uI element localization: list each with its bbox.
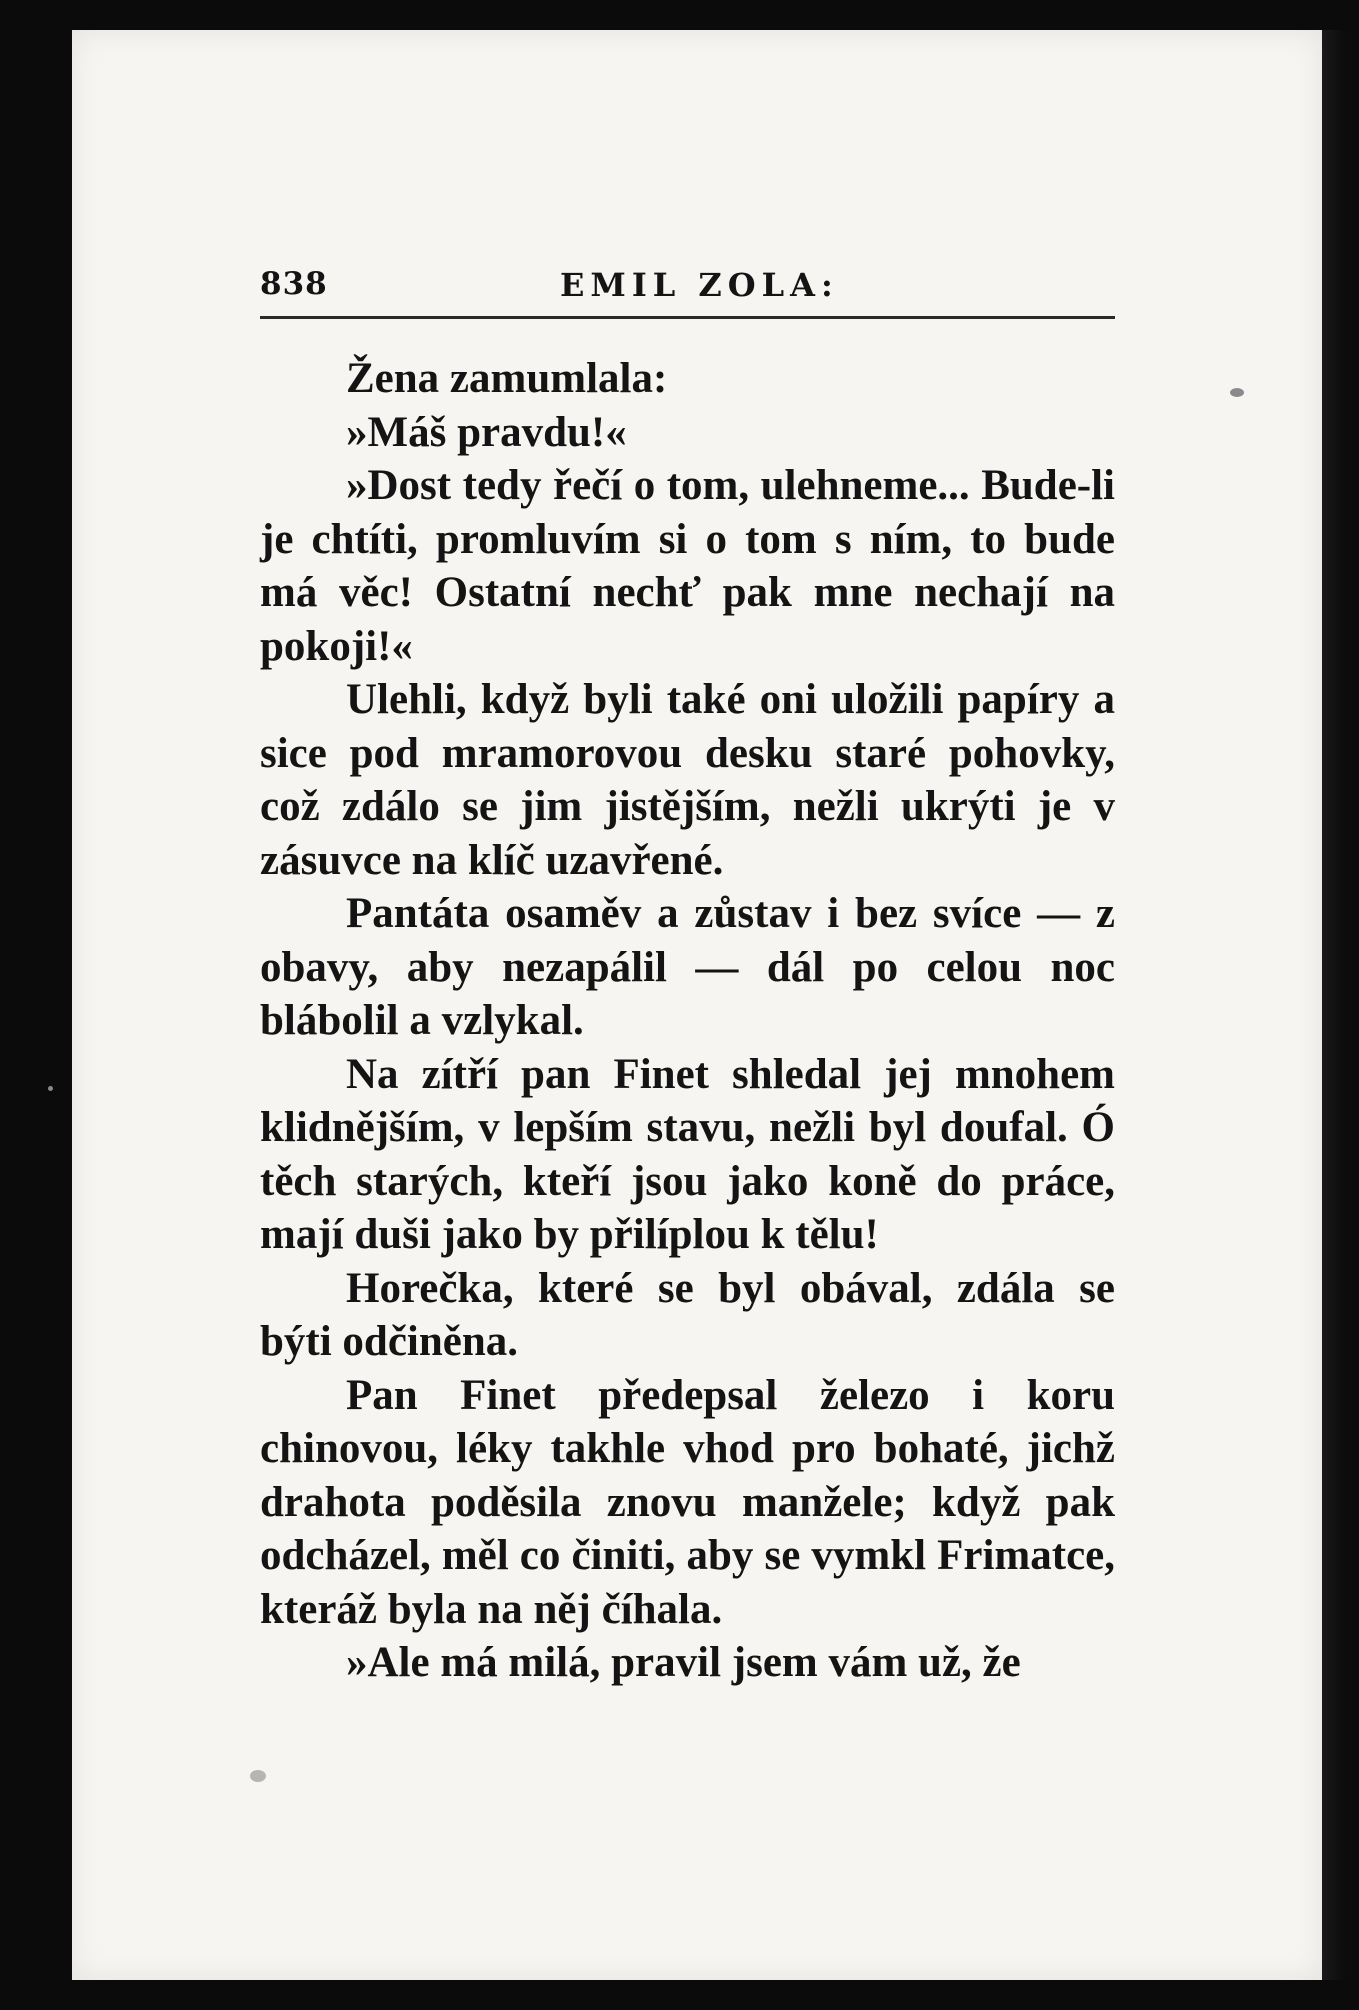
paragraph: »Máš pravdu!«	[346, 408, 627, 456]
paragraph: Žena zamumlala:	[346, 355, 668, 402]
paragraph: Ulehli, když byli také oni uložili papíry a sice pod mramorovou desku staré pohovky, což zdálo se jim jistějším, nežli ukrýti je v zásuvce na klíč uzavřené.	[260, 676, 1115, 884]
page-edge	[1322, 30, 1346, 1980]
scan-speck	[1230, 388, 1244, 397]
paragraph: »Dost tedy řečí o tom, ulehneme... Bude-li je chtíti, promluvím si o tom s ním, to bude má věc! Ostatní nechť pak mne nechají na pokoji!«	[260, 462, 1115, 670]
header-rule	[260, 316, 1115, 319]
page-header	[260, 258, 1115, 318]
scan-speck	[250, 1770, 266, 1782]
paragraph: Pantáta osaměv a zůstav i bez svíce — z obavy, aby nezapálil — dál po celou noc blábolil a vzlykal.	[260, 890, 1115, 1044]
paragraph: Horečka, které se byl obával, zdála se býti odčiněna.	[260, 1264, 1115, 1365]
body-text	[260, 352, 1115, 1690]
paragraph: »Ale má milá, pravil jsem vám už, že	[346, 1639, 1021, 1686]
running-head: EMIL ZOLA:	[560, 266, 839, 304]
paragraph: Na zítří pan Finet shledal jej mnohem klidnějším, v lepším stavu, nežli byl doufal. Ó těch starých, kteří jsou jako koně do práce, mají duši jako by přilíplou k tělu!	[260, 1050, 1115, 1258]
paragraph: Pan Finet předepsal železo i koru chinovou, léky takhle vhod pro bohaté, jichž drahota poděsila znovu manžele; když pak odcházel, měl co činiti, aby se vymkl Frimatce, kteráž byla na něj číhala.	[260, 1371, 1115, 1633]
page-number: 838	[260, 266, 328, 302]
scan-speck	[48, 1086, 53, 1091]
